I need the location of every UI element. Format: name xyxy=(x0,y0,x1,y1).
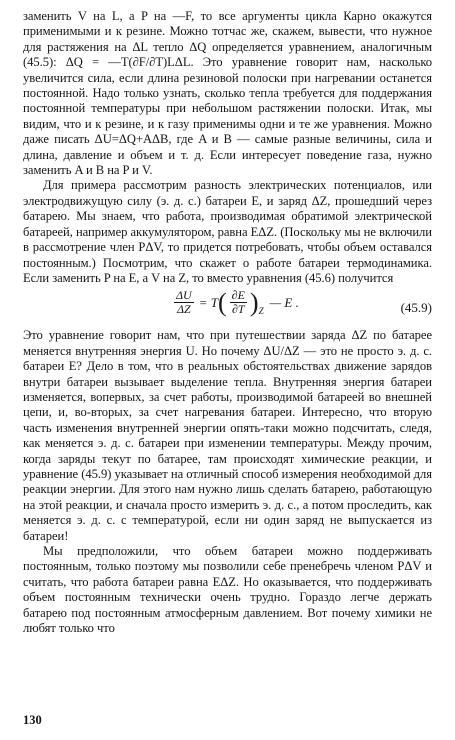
partial-fraction xyxy=(230,289,247,316)
equation-body xyxy=(171,289,299,316)
lhs-denominator: ΔZ xyxy=(177,302,191,317)
equals-t: = T xyxy=(198,294,218,310)
paragraph-3: Это уравнение говорит нам, что при путешествии заряда ΔZ по батарее меняется внутренняя энергия U. Но почему ΔU/ΔZ — это не просто э. д. с. батареи E? Дело в том, что в реальных обстоятельствах движение зарядов внутри батареи вызывает выделение тепла. Внутренняя энергия батареи изменяется, вопервых, за счет работы, производимой батареей во внешней цепи, и, во-вторых, за счет нагревания батареи. Интересно, что вторую часть изменения внутренней энергии опять-таки можно подсчитать, следя, как меняется э. д. с. батареи при изменении температуры. Между прочим, когда заряды текут по батарее, там происходят химические реакции, и уравнение (45.9) указывает на отличный способ измерения необходимой для реакции энергии. Для этого нам нужно лишь сделать батарею, работающую на этой реакции, и сначала просто измерить э. д. с., а потом проследить, как меняется э. д. с. с температурой, если ни один заряд не выпускается из батареи! xyxy=(23,328,432,543)
open-paren: ( xyxy=(217,287,227,317)
equation-tail: — E . xyxy=(269,294,299,310)
paragraph-4: Мы предположили, что объем батареи можно поддерживать постоянным, только поэтому мы позволили себе пренебречь членом PΔV и считать, что работа батареи равна EΔZ. Но оказывается, что поддерживать объем постоянным технически очень трудно. Гораздо легче держать батарею под постоянным атмосферным давлением. Вот почему химики не любят только что xyxy=(23,544,432,636)
partial-numerator: ∂E xyxy=(231,288,245,303)
partial-denominator: ∂T xyxy=(231,302,245,317)
equation-subscript: Z xyxy=(258,305,264,316)
lhs-numerator: ΔU xyxy=(176,288,192,303)
page-number: 130 xyxy=(23,713,42,727)
paragraph-2: Для примера рассмотрим разность электрических потенциалов, или электродвижущую силу (э. д. с.) батареи E, и заряд ΔZ, прошедший через батарею. Мы знаем, что работа, производимая обратимой электрической батареей, например аккумулятором, равна EΔZ. (Поскольку мы не включили в рассмотрение член PΔV, то придется потребовать, чтобы объем оставался постоянным.) Посмотрим, что скажет о работе батареи термодинамика. Если заменить P на E, а V на Z, то вместо уравнения (45.6) получится xyxy=(23,178,432,285)
close-paren: ) xyxy=(249,287,259,317)
equation-number: (45.9) xyxy=(400,300,432,316)
equation-45-9 xyxy=(23,287,432,327)
paragraph-1: заменить V на L, а P на —F, то все аргументы цикла Карно окажутся применимыми и к резине. Можно тотчас же, скажем, вывести, что нужное для растяжения на ΔL тепло ΔQ определяется уравнением, аналогичным (45.5): ΔQ = —T(∂F/∂T)LΔL. Это уравнение говорит нам, насколько увеличится сила, если длина резиновой полоски при нагревании останется постоянной. Надо только узнать, сколько тепла требуется для поддержания постоянной температуры при небольшом растяжении полоски. Итак, мы видим, что и к резине, и к газу применимы одни и те же уравнения. Можно даже писать ΔU=ΔQ+AΔB, где A и B — самые разные величины, сила и длина, давление и объем и т. д. Если интересует поведение газа, нужно заменить A и B на P и V. xyxy=(23,9,432,178)
lhs-fraction xyxy=(174,289,194,316)
